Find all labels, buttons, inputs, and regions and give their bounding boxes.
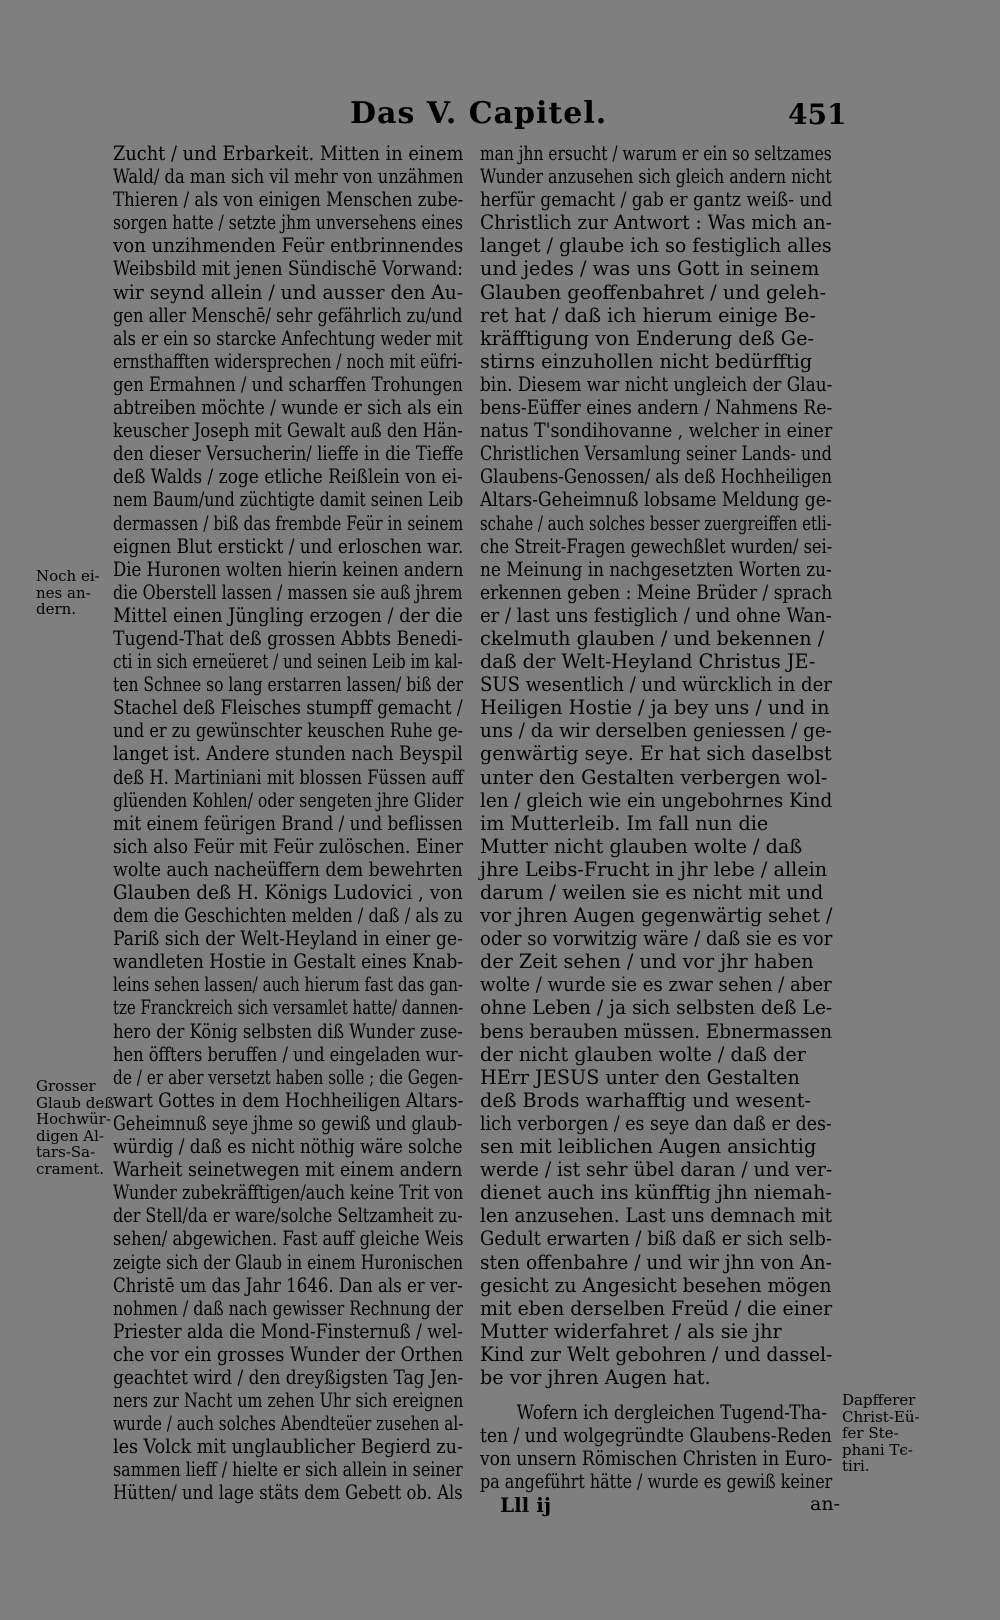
text-line: Hochwür- — [36, 1110, 111, 1128]
right-text-column — [480, 142, 832, 1493]
text-line: be vor jhren Augen hat. — [480, 1365, 711, 1389]
text-line: der Zeit sehen / und vor jhr haben — [480, 950, 814, 974]
text-line: werde / ist sehr übel daran / und ver- — [480, 1158, 833, 1182]
text-line: len / gleich wie ein ungebohrnes Kind — [480, 788, 833, 812]
text-line: len anzusehen. Last uns demnach mit — [480, 1204, 833, 1228]
text-line: wandleten Hostie in Gestalt eines Knab- — [113, 950, 464, 974]
text-line: cti in sich erneüeret / und seinen Leib im kal- — [113, 650, 463, 674]
text-line: ne Meinung in nachgesetzten Worten zu- — [480, 557, 832, 581]
text-line: gesicht zu Angesicht besehen mögen — [480, 1273, 832, 1297]
text-line: wir seynd allein / und ausser den Au- — [113, 280, 464, 304]
text-line: Warheit seinetwegen mit einem andern — [113, 1158, 463, 1182]
text-line: ernsthafften widersprechen / noch mit eüfri- — [113, 349, 463, 373]
text-line: abtreiben möchte / wunde er sich als ein — [113, 396, 464, 420]
text-line: Dapfferer — [842, 1391, 916, 1409]
text-line: wolte auch nacheüffern dem bewehrten — [113, 857, 463, 881]
text-line: bens berauben müssen. Ebnermassen — [480, 1019, 833, 1043]
text-line: Weibsbild mit jenen Sündischē Vorwand: — [113, 257, 463, 281]
text-line: zeigte sich der Glaub in einem Huronischen — [113, 1250, 463, 1274]
text-line: Hütten/ und lage stäts dem Gebett ob. Als — [113, 1481, 463, 1505]
text-line: bin. Diesem war nicht ungleich der Glau- — [480, 372, 833, 396]
text-line: Zucht / und Erbarkeit. Mitten in einem — [113, 142, 464, 165]
text-line: che vor ein grosses Wunder der Orthen — [113, 1342, 464, 1366]
text-line: langet / glaube ich so festiglich alles — [480, 234, 832, 258]
text-line: von unsern Römischen Christen in Euro- — [480, 1447, 833, 1471]
text-line: sten offenbahre / und wir jhn von An- — [480, 1250, 832, 1274]
text-line: Glaub deß — [36, 1093, 115, 1112]
text-line: im Mutterleib. Im fall nun die — [480, 811, 769, 835]
text-line: Geheimnuß seye jhme so gewiß und glaub- — [113, 1111, 463, 1135]
text-line: dern. — [36, 600, 77, 618]
text-line: langet ist. Andere stunden nach Beyspil — [113, 742, 463, 766]
text-line: HErr JESUS unter den Gestalten — [480, 1065, 800, 1089]
text-line: Stachel deß Fleisches stumpff gemacht / — [113, 696, 463, 720]
text-line: crament. — [36, 1159, 105, 1178]
text-line: Glauben geoffenbahret / und geleh- — [480, 280, 826, 304]
text-line: Priester alda die Mond-Finsternuß / wel- — [113, 1319, 463, 1343]
text-line: deß Walds / zoge etliche Reißlein von ei- — [113, 465, 463, 489]
text-line: Christlichen Versamlung seiner Lands- und — [480, 442, 832, 466]
text-line: Altars-Geheimnuß lobsame Meldung ge- — [480, 488, 832, 512]
signature-mark: Lll ij — [500, 1493, 552, 1517]
text-line: Mittel einen Jüngling erzogen / der die — [113, 603, 463, 627]
text-line: Noch ei- — [36, 567, 100, 585]
text-line: de / er aber versetzt haben solle ; die Gegen- — [113, 1065, 464, 1089]
text-line: wurde / auch solches Abendteüer zusehen al- — [113, 1412, 464, 1436]
text-line: und er zu gewünschter keuschen Ruhe ge- — [113, 719, 464, 743]
text-line: Wofern ich dergleichen Tugend-Tha- — [516, 1401, 827, 1425]
text-line: Christlich zur Antwort : Was mich an- — [480, 211, 832, 235]
margin-note-dapfferer-christ-eifer — [842, 1392, 920, 1475]
text-line: fer Ste- — [842, 1424, 899, 1442]
text-line: sammen lieff / hielte er sich allein in seiner — [113, 1458, 463, 1482]
text-line: dem die Geschichten melden / daß / als zu — [113, 904, 463, 928]
text-line: und jedes / was uns Gott in seinem — [480, 257, 820, 281]
text-line: uns / da wir derselben geniessen / ge- — [480, 719, 832, 743]
text-line: lich verborgen / es seye dan daß er des- — [480, 1111, 832, 1135]
catchword: an- — [810, 1493, 840, 1515]
page-header — [0, 96, 1000, 136]
text-line: Mutter widerfahret / als sie jhr — [480, 1319, 782, 1343]
text-line: herfür gemacht / gab er gantz weiß- und — [480, 188, 833, 212]
text-line: gen Ermahnen / und scharffen Trohungen — [113, 372, 463, 396]
text-line: schahe / auch solches besser zuergreiffen etli- — [480, 511, 832, 535]
text-line: jhre Leibs-Frucht in jhr lebe / allein — [480, 857, 828, 881]
text-line: unter den Gestalten verbergen wol- — [480, 765, 828, 789]
text-line: gen aller Menschē/ sehr gefährlich zu/und — [113, 303, 463, 327]
text-line: ten / und wolgegründte Glaubens-Reden — [480, 1424, 832, 1448]
text-line: die Oberstell lassen / massen sie auß jhrem — [113, 580, 463, 604]
text-line: mit eben derselben Freüd / die einer — [480, 1296, 833, 1320]
text-line: nem Baum/und züchtigte damit seinen Leib — [113, 488, 464, 512]
text-line: wolte / wurde sie es zwar sehen / aber — [480, 973, 832, 997]
text-line: bens-Eüffer eines andern / Nahmens Re- — [480, 396, 833, 420]
text-line: stirns einzuhollen nicht bedürfftig — [480, 349, 813, 373]
text-line: der nicht glauben wolte / daß der — [480, 1042, 806, 1066]
text-line: Die Huronen wolten hierin keinen andern — [113, 557, 464, 581]
text-line: glüenden Kohlen/ oder sengeten jhre Glider — [113, 788, 464, 812]
margin-note-grosser-glaub — [36, 1078, 114, 1177]
text-line: keuscher Joseph mit Gewalt auß den Hän- — [113, 419, 463, 443]
text-line: mit einem feürigen Brand / und beflissen — [113, 811, 463, 835]
text-line: ckelmuth glauben / und bekennen / — [480, 626, 825, 650]
text-line: Wunder zubekräfftigen/auch keine Trit von — [113, 1181, 464, 1205]
text-line: oder so vorwitzig wäre / daß sie es vor — [480, 927, 833, 951]
text-line: geachtet wird / den dreyßigsten Tag Jen- — [113, 1365, 464, 1389]
text-line: Glauben deß H. Königs Ludovici , von — [113, 881, 463, 904]
text-line: dienet auch ins künfftig jhn niemah- — [480, 1181, 833, 1205]
text-line: genwärtig seye. Er hat sich daselbst — [480, 742, 832, 766]
text-line: daß der Welt-Heyland Christus JE- — [480, 650, 816, 674]
text-line: Glaubens-Genossen/ als deß Hochheiligen — [480, 465, 832, 489]
text-line: vor jhren Augen gegenwärtig sehet / — [480, 904, 833, 928]
text-line: sehen/ abgewichen. Fast auff gleiche Weis — [113, 1227, 464, 1251]
text-line: pa angeführt hätte / wurde es gewiß keiner — [480, 1470, 833, 1494]
left-text-column — [113, 142, 463, 1505]
text-line: ohne Leben / ja sich selbsten deß Le- — [480, 996, 833, 1020]
text-line: Wald/ da man sich vil mehr von unzähmen — [113, 165, 464, 189]
text-line: wart Gottes in dem Hochheiligen Altars- — [113, 1088, 464, 1112]
margin-note-noch-eines-andern — [36, 568, 100, 618]
text-line: deß H. Martiniani mit blossen Füssen auff — [113, 765, 464, 789]
text-line: leins sehen lassen/ auch hierum fast das gan- — [113, 973, 464, 997]
text-line: hen öffters beruffen / und eingeladen wur- — [113, 1042, 464, 1066]
text-line: Grosser — [36, 1077, 96, 1095]
text-line: nes an- — [36, 583, 91, 602]
text-line: Thieren / als von einigen Menschen zube- — [113, 188, 464, 212]
text-line: Pariß sich der Welt-Heyland in einer ge- — [113, 927, 463, 951]
text-line: den dieser Versucherin/ lieffe in die Tieffe — [113, 442, 464, 466]
text-line: natus T'sondihovanne , welcher in einer — [480, 419, 833, 443]
text-line: Gedult erwarten / biß daß er sich selb- — [480, 1227, 832, 1251]
text-line: hero der König selbsten diß Wunder zuse- — [113, 1019, 463, 1043]
text-line: sen mit leiblichen Augen ansichtig — [480, 1135, 817, 1159]
text-line: ret hat / daß ich hierum einige Be- — [480, 303, 816, 327]
text-line: digen Al- — [36, 1126, 105, 1145]
text-line: sorgen hatte / setzte jhm unversehens eines — [113, 211, 464, 235]
text-line: deß Brods warhafftig und wesent- — [480, 1088, 811, 1112]
text-line: SUS wesentlich / und würcklich in der — [480, 673, 832, 697]
text-line: man jhn ersucht / warum er ein so seltzames — [480, 142, 832, 165]
text-line: ten Schnee so lang erstarren lassen/ biß der — [113, 673, 464, 697]
text-line: Kind zur Welt gebohren / und dassel- — [480, 1342, 833, 1366]
text-line: eignen Blut erstickt / und erloschen war. — [113, 534, 464, 558]
text-line: ners zur Nacht um zehen Uhr sich ereignen — [113, 1389, 464, 1413]
text-line: kräfftigung von Enderung deß Ge- — [480, 326, 814, 350]
text-line: der Stell/da er ware/solche Seltzamheit zu- — [113, 1204, 463, 1228]
text-line: als er ein so starcke Anfechtung weder mit — [113, 326, 463, 350]
text-line: tze Franckreich sich versamlet hatte/ dannen- — [113, 996, 464, 1020]
text-line: Tugend-That deß grossen Abbts Benedi- — [113, 626, 463, 650]
text-line: Heiligen Hostie / ja bey uns / und in — [480, 696, 830, 720]
text-line: les Volck mit unglaublicher Begierd zu- — [113, 1435, 463, 1459]
text-line: dermassen / biß das frembde Feür in seinem — [113, 511, 464, 535]
text-line: darum / weilen sie es nicht mit und — [480, 881, 824, 904]
text-line: Christ-Eü- — [842, 1407, 920, 1426]
text-line: sich also Feür mit Feür zulöschen. Einer — [113, 834, 464, 858]
page-number: 451 — [788, 98, 847, 131]
text-line: Wunder anzusehen sich gleich andern nicht — [480, 165, 832, 189]
text-line: nohmen / daß nach gewisser Rechnung der — [113, 1296, 463, 1320]
text-line: er / last uns festiglich / und ohne Wan- — [480, 603, 832, 627]
text-line: erkennen geben : Meine Brüder / sprach — [480, 580, 833, 604]
running-title: Das V. Capitel. — [350, 96, 608, 131]
text-line: Mutter nicht glauben wolte / daß — [480, 834, 803, 858]
text-line: von unzihmenden Feür entbrinnendes — [113, 234, 464, 258]
text-line: Christē um das Jahr 1646. Dan als er ver- — [113, 1273, 463, 1297]
text-line: che Streit-Fragen gewechßlet wurden/ sei- — [480, 534, 833, 558]
text-line: tars-Sa- — [36, 1143, 96, 1161]
text-line: würdig / daß es nicht nöthig wäre solche — [113, 1135, 463, 1159]
text-line: phani Tє- — [842, 1440, 913, 1459]
text-line: tiri. — [842, 1457, 870, 1475]
